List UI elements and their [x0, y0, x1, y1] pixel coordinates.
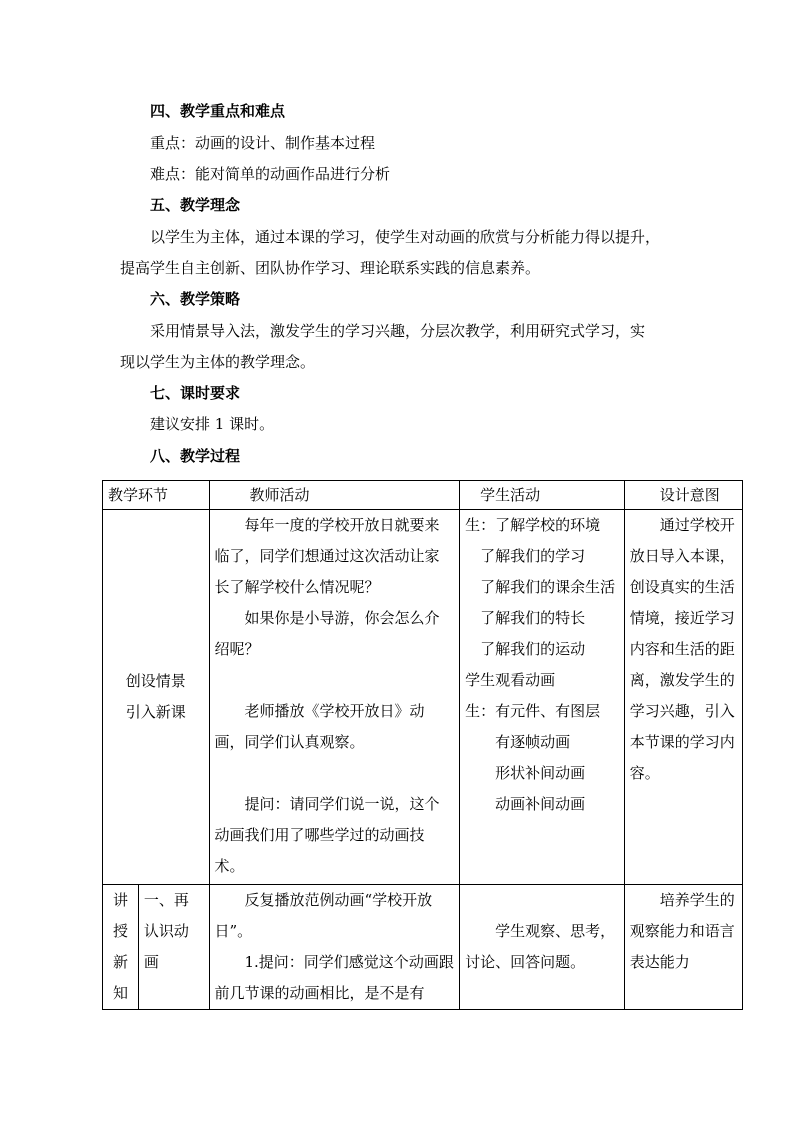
- section-6-line1: 采用情景导入法，激发学生的学习兴趣，分层次教学，利用研究式学习，实: [150, 322, 646, 340]
- row1-stage-cell: [103, 510, 210, 885]
- table-header-row: [103, 481, 743, 510]
- row1-intent: 通过学校开放日导入本课，创设真实的生活情境，接近学习内容和生活的距离，激发学生的学习兴趣，引入本节课的学习内容。: [629, 516, 735, 782]
- row2-student-cell: [460, 885, 625, 1010]
- header-stage: 教学环节: [103, 481, 210, 510]
- row1-student-cell: [460, 510, 625, 885]
- row1-student-9: 形状补间动画: [495, 764, 586, 782]
- row1-teacher-p4: 提问：请同学们说一说，这个动画我们用了哪些学过的动画技术。: [214, 795, 440, 875]
- row2-student: 学生观察、思考，讨论、回答问题。: [465, 922, 616, 971]
- row2-stage-char-4: 知: [112, 984, 128, 1002]
- row1-stage-line1: 创设情景: [125, 672, 186, 690]
- section-8-title: 八、教学过程: [150, 447, 241, 465]
- row1-teacher-cell: [209, 510, 460, 885]
- row2-intent-cell: [624, 885, 742, 1010]
- section-7-title: 七、课时要求: [150, 384, 241, 402]
- header-teacher: 教师活动: [209, 481, 460, 510]
- row1-teacher-p3: 老师播放《学校开放日》动画，同学们认真观察。: [214, 702, 425, 751]
- row1-student-2: 了解我们的学习: [480, 547, 586, 565]
- header-intent: 设计意图: [624, 481, 742, 510]
- row1-student-10: 动画补间动画: [495, 795, 586, 813]
- row1-student-5: 了解我们的运动: [480, 640, 586, 658]
- row2-teacher-p1: 反复播放范例动画“学校开放日”。: [214, 891, 433, 940]
- header-student: 学生活动: [460, 481, 625, 510]
- row1-intent-cell: [624, 510, 742, 885]
- row2-stage-char-3: 新: [112, 953, 128, 971]
- row1-student-1: 生：了解学校的环境: [465, 516, 601, 534]
- row1-stage-line2: 引入新课: [125, 703, 186, 721]
- row2-intent: 培养学生的观察能力和语言表达能力: [629, 891, 735, 971]
- section-6-line2: 现以学生为主体的教学理念。: [120, 353, 316, 371]
- row2-stage-char-2: 授: [112, 922, 128, 940]
- row1-student-7: 生：有元件、有图层: [465, 702, 601, 720]
- section-5-title: 五、教学理念: [150, 196, 241, 214]
- section-5-line2: 提高学生自主创新、团队协作学习、理论联系实践的信息素养。: [120, 259, 541, 277]
- table-row: [103, 510, 743, 885]
- row2-substage-cell: [138, 885, 209, 1010]
- row1-student-6: 学生观看动画: [465, 671, 556, 689]
- row1-student-8: 有逐帧动画: [495, 733, 571, 751]
- row2-stage-cell: [103, 885, 139, 1010]
- row1-teacher-p2: 如果你是小导游，你会怎么介绍呢？: [214, 609, 440, 658]
- section-4-difficulty: 难点：能对简单的动画作品进行分析: [150, 165, 391, 183]
- row1-student-4: 了解我们的特长: [480, 609, 586, 627]
- table-row: [103, 885, 743, 1010]
- row2-stage-char-1: 讲: [112, 891, 128, 909]
- section-4-focus: 重点：动画的设计、制作基本过程: [150, 134, 376, 152]
- teaching-process-table: [102, 480, 743, 1010]
- row2-substage: 一、再认识动画: [143, 891, 189, 971]
- row1-student-3: 了解我们的课余生活: [480, 578, 616, 596]
- row2-teacher-cell: [209, 885, 460, 1010]
- section-7-text: 建议安排 1 课时。: [150, 415, 275, 433]
- row2-teacher-p2: 1.提问：同学们感觉这个动画跟前几节课的动画相比，是不是有: [214, 953, 454, 1002]
- section-6-title: 六、教学策略: [150, 290, 241, 308]
- section-4-title: 四、教学重点和难点: [150, 102, 286, 120]
- section-5-line1: 以学生为主体，通过本课的学习，使学生对动画的欣赏与分析能力得以提升，: [150, 228, 661, 246]
- row1-teacher-p1: 每年一度的学校开放日就要来临了，同学们想通过这次活动让家长了解学校什么情况呢？: [214, 516, 440, 596]
